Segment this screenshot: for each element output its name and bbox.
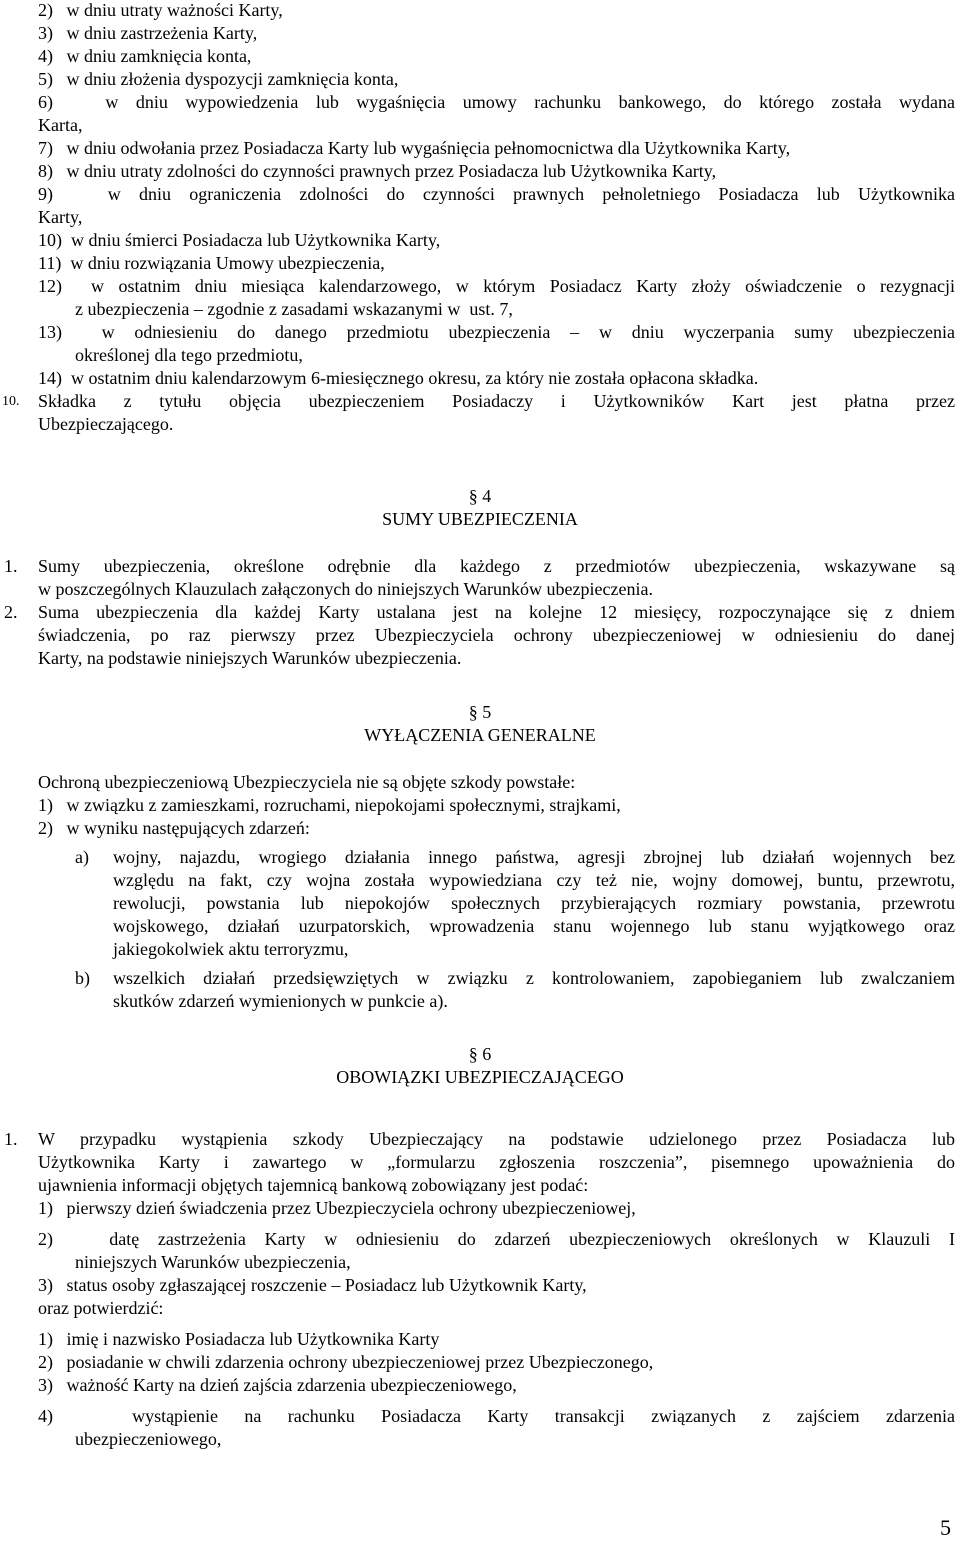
section-6-confirm-4: 4) wystąpienie na rachunku Posiadacza Karty transakcji związanych z zajściem zdarzenia xyxy=(38,1406,955,1426)
list-item-8: 8) w dniu utraty zdolności do czynności prawnych przez Posiadacza lub Użytkownika Karty, xyxy=(38,161,717,181)
section-5-item-a-cont3: wojskowego, działań uzurpatorskich, wprowadzenia stanu wojennego lub stanu wyjątkowego oraz xyxy=(113,916,955,936)
section-6-confirm: oraz potwierdzić: xyxy=(38,1298,164,1318)
list-item-14: 14) w ostatnim dniu kalendarzowym 6-miesięcznego okresu, za który nie została opłacona składka. xyxy=(38,368,759,388)
section-6-confirm-1: 1) imię i nazwisko Posiadacza lub Użytkownika Karty xyxy=(38,1329,440,1349)
list-item-13: 13) w odniesieniu do danego przedmiotu ubezpieczenia – w dniu wyczerpania sumy ubezpieczenia xyxy=(38,322,955,342)
list-item-2: 2) w dniu utraty ważności Karty, xyxy=(38,0,283,20)
section-6-title: OBOWIĄZKI UBEZPIECZAJĄCEGO xyxy=(336,1067,624,1087)
section-5-item-a-cont2: rewolucji, powstania lub niepokojów społecznych przybierających rozmiary powstania, przewrotu xyxy=(113,893,955,913)
section-5-item-a: wojny, najazdu, wrogiego działania innego państwa, agresji zbrojnej lub działań wojennych bez xyxy=(113,847,955,867)
section-5-item-b: wszelkich działań przedsięwziętych w związku z kontrolowaniem, zapobieganiem lub zwalczaniem xyxy=(113,968,955,988)
section-6-confirm-4-cont: ubezpieczeniowego, xyxy=(75,1429,222,1449)
section-6-p1: W przypadku wystąpienia szkody Ubezpieczający na podstawie udzielonego przez Posiadacza lub xyxy=(38,1129,955,1149)
section-6-list-2-cont: niniejszych Warunków ubezpieczenia, xyxy=(75,1252,351,1272)
section-6-p1-cont2: ujawnienia informacji objętych tajemnicą bankową zobowiązany jest podać: xyxy=(38,1175,589,1195)
section-6-confirm-2: 2) posiadanie w chwili zdarzenia ochrony ubezpieczeniowej przez Ubezpieczonego, xyxy=(38,1352,654,1372)
list-item-6-cont: Karta, xyxy=(38,115,83,135)
list-item-4: 4) w dniu zamknięcia konta, xyxy=(38,46,252,66)
section-5-intro: Ochroną ubezpieczeniową Ubezpieczyciela nie są objęte szkody powstałe: xyxy=(38,772,576,792)
section-5-item-a-cont1: względu na fakt, czy wojna została wypowiedziana czy też nie, wojny domowej, buntu, przewrotu, xyxy=(113,870,955,890)
section-5-item-2: 2) w wyniku następujących zdarzeń: xyxy=(38,818,310,838)
page-number: 5 xyxy=(940,1515,951,1540)
section-4-p1-cont: w poszczególnych Klauzulach załączonych do niniejszych Warunków ubezpieczenia. xyxy=(38,579,653,599)
section-6-list-2: 2) datę zastrzeżenia Karty w odniesieniu do zdarzeń ubezpieczeniowych określonych w Klauzuli I xyxy=(38,1229,955,1249)
list-item-6: 6) w dniu wypowiedzenia lub wygaśnięcia umowy rachunku bankowego, do którego została wydana xyxy=(38,92,955,112)
list-item-9: 9) w dniu ograniczenia zdolności do czynności prawnych pełnoletniego Posiadacza lub Użytkownika xyxy=(38,184,955,204)
list-item-11: 11) w dniu rozwiązania Umowy ubezpieczenia, xyxy=(38,253,385,273)
section-4-title: SUMY UBEZPIECZENIA xyxy=(382,509,578,529)
section-4-number: § 4 xyxy=(468,486,492,506)
section-6-list-1: 1) pierwszy dzień świadczenia przez Ubezpieczyciela ochrony ubezpieczeniowej, xyxy=(38,1198,636,1218)
section-6-p1-cont1: Użytkownika Karty i zawartego w „formularzu zgłoszenia roszczenia”, pisemnego upoważnienia do xyxy=(38,1152,955,1172)
section-5-item-1: 1) w związku z zamieszkami, rozruchami, niepokojami społecznymi, strajkami, xyxy=(38,795,621,815)
section-6-list-3: 3) status osoby zgłaszającej roszczenie – Posiadacz lub Użytkownik Karty, xyxy=(38,1275,587,1295)
section-4-p1: Sumy ubezpieczenia, określone odrębnie dla każdego z przedmiotów ubezpieczenia, wskazywane są xyxy=(38,556,955,576)
section-5-item-b-cont: skutków zdarzeń wymienionych w punkcie a). xyxy=(113,991,448,1011)
section-5-title: WYŁĄCZENIA GENERALNE xyxy=(364,725,596,745)
list-item-3: 3) w dniu zastrzeżenia Karty, xyxy=(38,23,258,43)
section-4-p2-cont: świadczenia, po raz pierwszy przez Ubezpieczyciela ochrony ubezpieczeniowej w odniesieniu do danej xyxy=(38,625,955,645)
paragraph-10-text-cont: Ubezpieczającego. xyxy=(38,414,174,434)
list-item-10: 10) w dniu śmierci Posiadacza lub Użytkownika Karty, xyxy=(38,230,441,250)
list-item-7: 7) w dniu odwołania przez Posiadacza Karty lub wygaśnięcia pełnomocnictwa dla Użytkownika Karty, xyxy=(38,138,791,158)
section-5-item-b-label: b) xyxy=(75,968,90,988)
list-item-9-cont: Karty, xyxy=(38,207,83,227)
list-item-13-cont: określonej dla tego przedmiotu, xyxy=(75,345,303,365)
section-6-number: § 6 xyxy=(468,1044,492,1064)
section-5-item-a-cont4: jakiegokolwiek aktu terroryzmu, xyxy=(113,939,349,959)
section-5-number: § 5 xyxy=(468,702,492,722)
section-4-p1-number: 1. xyxy=(4,556,18,576)
section-6-p1-number: 1. xyxy=(4,1129,18,1149)
section-4-p2: Suma ubezpieczenia dla każdej Karty ustalana jest na kolejne 12 miesięcy, rozpoczynające się z dniem xyxy=(38,602,955,622)
section-4-p2-cont2: Karty, na podstawie niniejszych Warunków ubezpieczenia. xyxy=(38,648,462,668)
section-5-item-a-label: a) xyxy=(75,847,89,867)
list-item-12-cont: z ubezpieczenia – zgodnie z zasadami wskazanymi w ust. 7, xyxy=(75,299,513,319)
paragraph-10-number: 10. xyxy=(2,394,20,409)
paragraph-10-text: Składka z tytułu objęcia ubezpieczeniem Posiadaczy i Użytkowników Kart jest płatna przez xyxy=(38,391,955,411)
section-6-confirm-3: 3) ważność Karty na dzień zajścia zdarzenia ubezpieczeniowego, xyxy=(38,1375,517,1395)
list-item-5: 5) w dniu złożenia dyspozycji zamknięcia konta, xyxy=(38,69,399,89)
section-4-p2-number: 2. xyxy=(4,602,18,622)
list-item-12: 12) w ostatnim dniu miesiąca kalendarzowego, w którym Posiadacz Karty złoży oświadczenie o rezygnacji xyxy=(38,276,955,296)
